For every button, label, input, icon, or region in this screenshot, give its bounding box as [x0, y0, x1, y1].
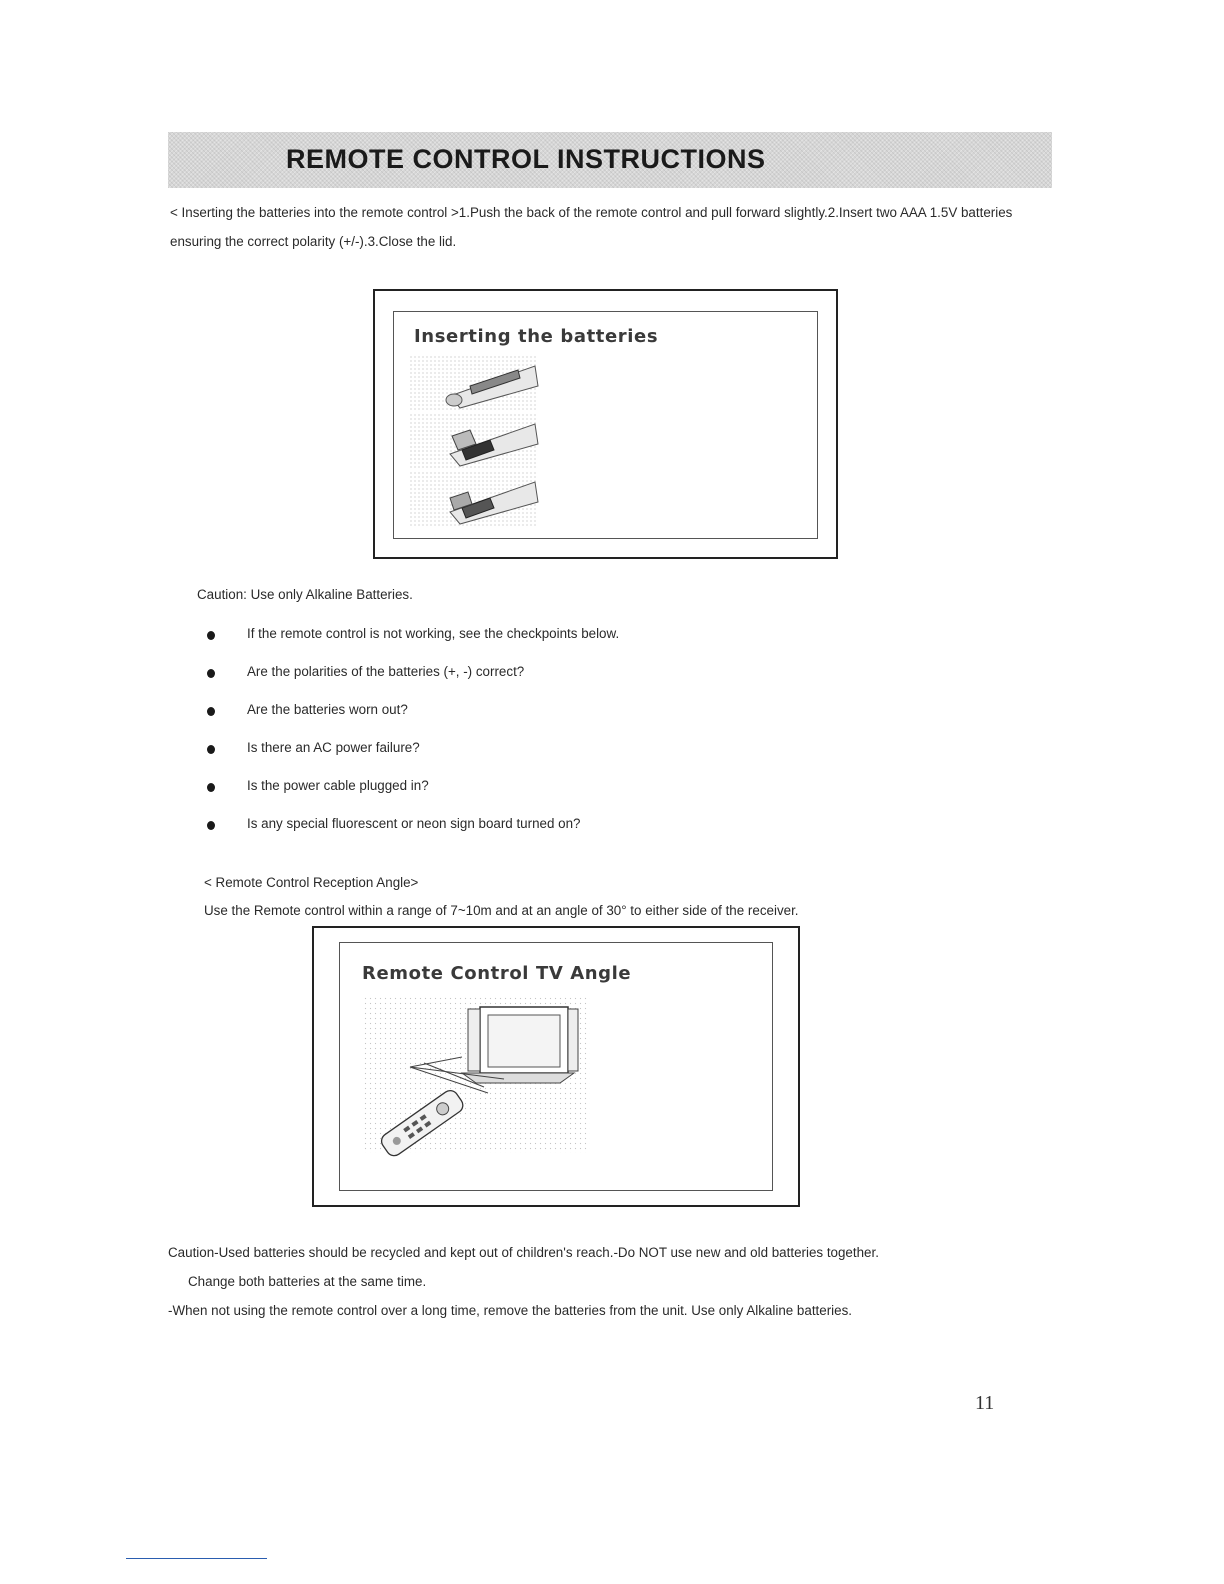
bullet-icon	[207, 821, 215, 830]
bullet-icon	[207, 707, 215, 716]
tv-angle-figure	[312, 926, 800, 1207]
battery-step-1-image	[410, 356, 538, 410]
bullet-icon	[207, 669, 215, 678]
bullet-icon	[207, 783, 215, 792]
alkaline-caution: Caution: Use only Alkaline Batteries.	[197, 587, 413, 602]
battery-disposal-notes	[168, 1245, 879, 1332]
battery-steps-illustration	[410, 356, 540, 532]
bottom-divider	[126, 1558, 267, 1559]
batteries-figure-frame	[393, 311, 818, 539]
batteries-figure	[373, 289, 838, 559]
page-number: 11	[975, 1392, 995, 1414]
footer-note-1: Caution-Used batteries should be recycled and kept out of children's reach.-Do NOT use new and old batteries together.	[168, 1245, 879, 1260]
tv-image	[462, 1007, 578, 1083]
batteries-figure-title: Inserting the batteries	[414, 326, 659, 347]
battery-step-2-image	[410, 414, 538, 468]
footer-note-2: Change both batteries at the same time.	[188, 1274, 427, 1289]
bullet-icon	[207, 745, 215, 754]
reception-angle-heading: < Remote Control Reception Angle>	[204, 875, 419, 890]
battery-step-3-image	[410, 472, 538, 526]
tv-angle-figure-frame	[339, 942, 773, 1191]
bullet-icon	[207, 631, 215, 640]
section-header-bar	[168, 132, 1052, 188]
reception-angle-text: Use the Remote control within a range of 7~10m and at an angle of 30° to either side of the receiver.	[204, 903, 799, 918]
tv-angle-illustration	[364, 997, 592, 1157]
intro-instructions: < Inserting the batteries into the remote control >1.Push the back of the remote control and pull forward slightly.2.Insert two AAA 1.5V batteries ensuring the correct polarity (+/-).3.Close the lid.	[170, 205, 1013, 249]
tv-angle-figure-title: Remote Control TV Angle	[362, 963, 632, 984]
page-title: REMOTE CONTROL INSTRUCTIONS	[286, 144, 766, 174]
footer-note-3: -When not using the remote control over a long time, remove the batteries from the unit. Use only Alkaline batteries.	[168, 1303, 853, 1318]
